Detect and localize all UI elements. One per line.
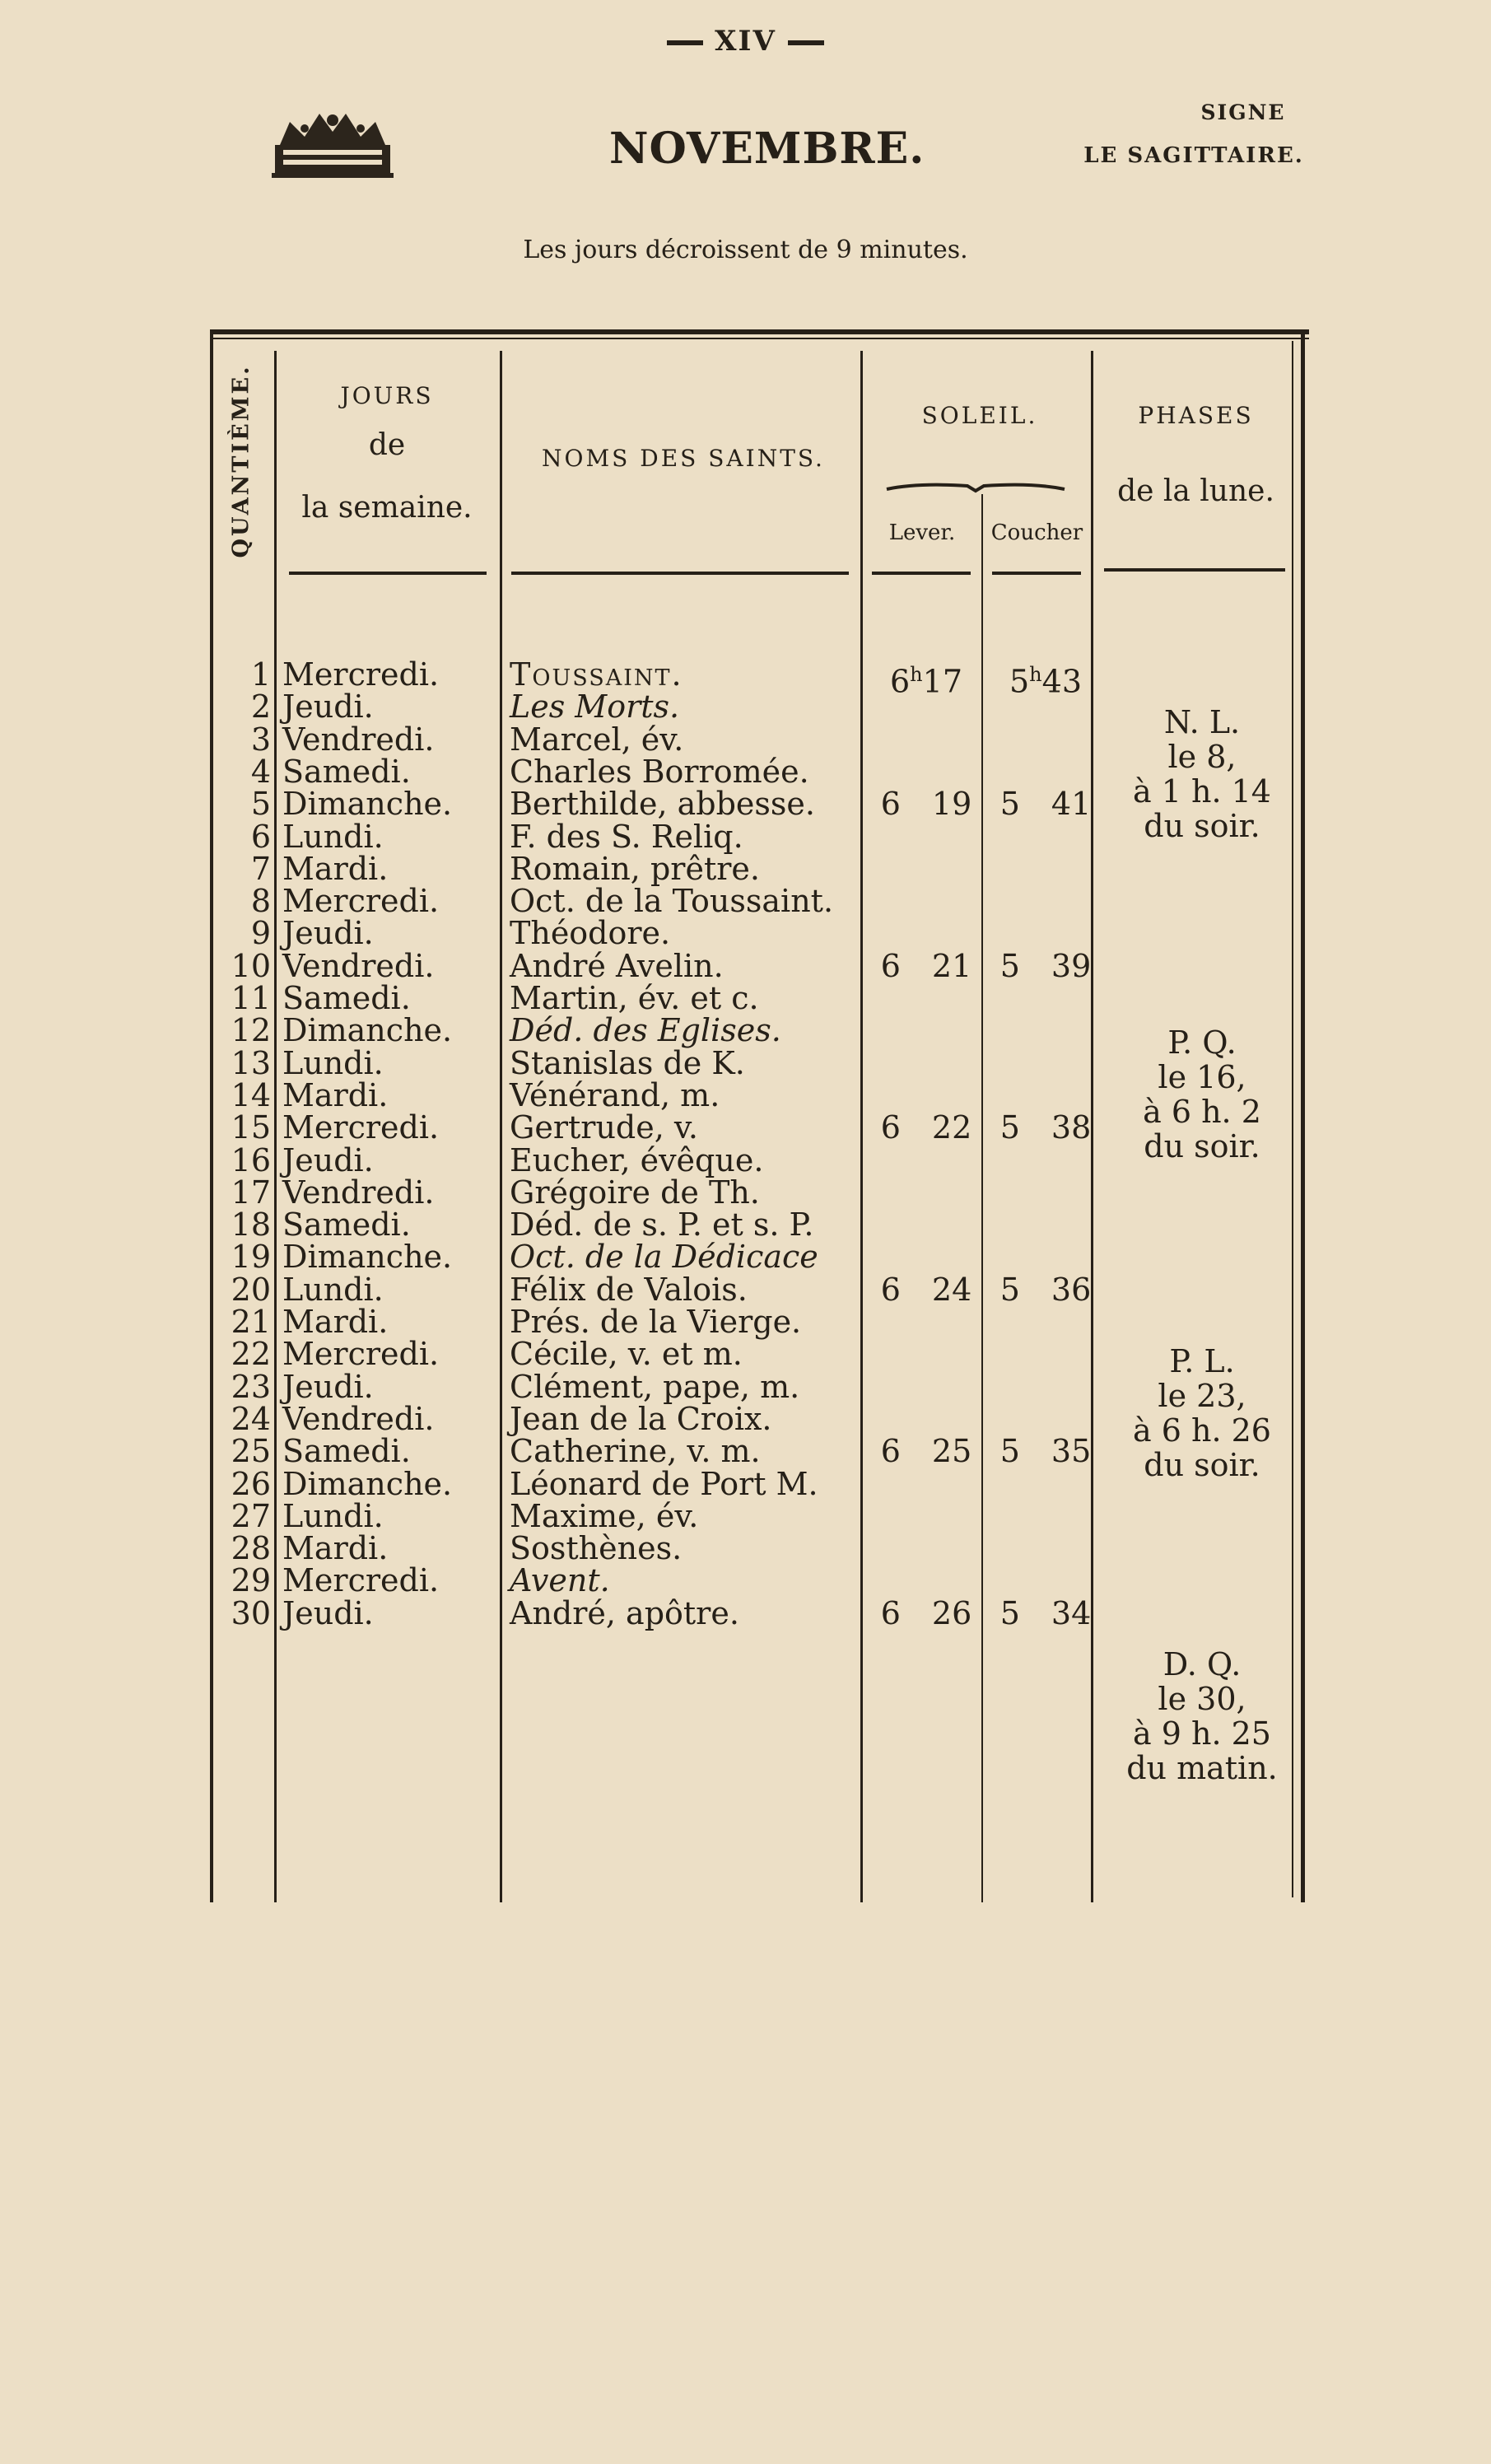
weekday: Vendredi. (282, 1174, 435, 1211)
weekday: Jeudi. (282, 1594, 374, 1631)
page-number-text: XIV (715, 25, 776, 58)
saint-name: Berthilde, abbesse. (510, 786, 815, 823)
moon-phase-period: du soir. (1144, 808, 1260, 844)
sunset-time: 5 36 (999, 1271, 1092, 1308)
weekday: Dimanche. (282, 1012, 453, 1049)
weekday: Dimanche. (282, 1465, 453, 1502)
table-row (210, 883, 1309, 920)
day-number: 29 (231, 1562, 271, 1599)
quantieme-header-text: QUANTIÈME. (228, 364, 254, 558)
sunset-time: 5 39 (999, 947, 1092, 984)
day-number: 16 (231, 1141, 271, 1178)
soleil-brace (885, 479, 1066, 496)
header-underline (992, 572, 1081, 575)
weekday: Mardi. (282, 1076, 389, 1113)
day-number: 8 (250, 883, 271, 920)
zodiac-sign-label: SIGNE (1200, 100, 1286, 124)
sunset-time: 5 35 (999, 1433, 1092, 1470)
table-row (210, 1206, 1309, 1244)
weekday: Dimanche. (282, 1239, 453, 1276)
saint-name: Marcel, év. (510, 721, 684, 758)
weekday: Mercredi. (282, 1336, 440, 1373)
day-number: 9 (250, 915, 271, 952)
sunset-time: 5 41 (999, 786, 1092, 823)
sunrise-time: 6 25 (880, 1433, 972, 1470)
weekday: Jeudi. (282, 1141, 374, 1178)
weekday: Lundi. (282, 1044, 384, 1081)
saint-name: Prés. de la Vierge. (510, 1304, 802, 1340)
table-row (210, 917, 1309, 950)
calendar-table (210, 329, 1309, 1911)
moon-phase-date: le 8, (1167, 739, 1237, 775)
table-row (210, 1239, 1309, 1276)
moon-phase-name: N. L. (1163, 704, 1241, 740)
moon-phase-date: le 30, (1158, 1681, 1246, 1717)
saint-name: Romain, prêtre. (510, 850, 760, 887)
weekday: Samedi. (282, 1206, 411, 1244)
day-number: 21 (231, 1304, 271, 1340)
day-number: 3 (250, 721, 271, 758)
day-number: 7 (250, 850, 271, 887)
moon-phase (1107, 1344, 1297, 1482)
day-number: 28 (231, 1530, 271, 1567)
weekday: Lundi. (282, 1497, 384, 1534)
saint-name: Avent. (510, 1562, 610, 1599)
sunset-time: 5 34 (999, 1594, 1092, 1631)
day-number: 15 (231, 1109, 271, 1146)
weekday: Jeudi. (282, 1368, 374, 1405)
header-underline (289, 572, 487, 575)
day-number: 24 (231, 1400, 271, 1437)
weekday: Jeudi. (282, 915, 374, 952)
weekday: Samedi. (282, 1433, 411, 1470)
quantieme-header (215, 354, 268, 568)
day-number: 11 (231, 980, 271, 1016)
table-row (210, 1562, 1309, 1599)
weekday: Jeudi. (282, 688, 374, 726)
saint-name: Stanislas de K. (510, 1044, 745, 1081)
saint-name: Théodore. (510, 915, 671, 952)
table-row (210, 1594, 1309, 1631)
sunrise-time: 6$^h$17 (889, 663, 962, 700)
header-underline (511, 572, 849, 575)
saint-name: Eucher, évêque. (510, 1141, 764, 1178)
month-title: NOVEMBRE. (609, 124, 925, 174)
header-underline (872, 572, 971, 575)
moon-phase-period: du soir. (1144, 1128, 1260, 1164)
moon-phase-time: à 9 h. 25 (1133, 1715, 1271, 1752)
moon-phase-time: à 6 h. 26 (1133, 1412, 1271, 1449)
saint-name: Oct. de la Dédicace (510, 1239, 818, 1276)
saint-name: Charles Borromée. (510, 753, 809, 790)
day-number: 14 (231, 1076, 271, 1113)
table-row (210, 850, 1309, 887)
header-underline (1104, 568, 1285, 572)
day-number: 27 (231, 1497, 271, 1534)
day-number: 19 (231, 1239, 271, 1276)
day-number: 30 (231, 1594, 271, 1631)
zodiac-sign-name: LE SAGITTAIRE. (1083, 143, 1304, 168)
day-number: 18 (231, 1206, 271, 1244)
crown-ornament-icon (272, 107, 394, 180)
saint-name: André Avelin. (510, 947, 724, 984)
day-number: 12 (231, 1012, 271, 1049)
saint-name: Cécile, v. et m. (510, 1336, 743, 1373)
day-number: 13 (231, 1044, 271, 1081)
weekday: Mercredi. (282, 883, 440, 920)
sunrise-time: 6 21 (880, 947, 972, 984)
saint-name: Félix de Valois. (510, 1271, 748, 1308)
saint-name: Clément, pape, m. (510, 1368, 800, 1405)
phases-header-line2: de la lune. (1117, 474, 1274, 508)
saint-name: Maxime, év. (510, 1497, 699, 1534)
weekday: Mercredi. (282, 656, 440, 693)
table-top-border (210, 338, 1309, 339)
jours-header-line1: JOURS (340, 382, 434, 409)
saint-name: André, apôtre. (510, 1594, 739, 1631)
moon-phase-name: D. Q. (1163, 1646, 1242, 1682)
moon-phase-date: le 16, (1158, 1059, 1246, 1095)
table-row (210, 947, 1309, 984)
table-row (210, 1174, 1309, 1211)
day-number: 5 (250, 786, 271, 823)
day-number: 23 (231, 1368, 271, 1405)
saint-name: Jean de la Croix. (510, 1400, 772, 1437)
sunrise-time: 6 24 (880, 1271, 972, 1308)
day-number: 2 (250, 688, 271, 726)
weekday: Mardi. (282, 850, 389, 887)
day-number: 22 (231, 1336, 271, 1373)
jours-header-line3: la semaine. (301, 491, 473, 525)
sunset-time: 5$^h$43 (1009, 663, 1082, 700)
moon-phase-name: P. Q. (1167, 1024, 1237, 1061)
weekday: Vendredi. (282, 721, 435, 758)
weekday: Lundi. (282, 1271, 384, 1308)
weekday: Mercredi. (282, 1562, 440, 1599)
moon-phase-time: à 1 h. 14 (1133, 773, 1271, 810)
moon-phase-date: le 23, (1158, 1378, 1246, 1414)
table-top-border (210, 329, 1309, 334)
table-row (210, 1306, 1309, 1338)
coucher-header: Coucher (990, 520, 1083, 545)
weekday: Mardi. (282, 1304, 389, 1340)
page-number (0, 25, 1491, 58)
subtitle: Les jours décroissent de 9 minutes. (523, 236, 968, 264)
saint-name: Martin, év. et c. (510, 980, 759, 1016)
saint-name: Oct. de la Toussaint. (510, 883, 834, 920)
moon-phase (1107, 1025, 1297, 1164)
day-number: 17 (231, 1174, 271, 1211)
weekday: Vendredi. (282, 1400, 435, 1437)
sunrise-time: 6 22 (880, 1109, 972, 1146)
saint-name: Déd. des Eglises. (510, 1012, 781, 1049)
weekday: Lundi. (282, 818, 384, 855)
saint-name: Gertrude, v. (510, 1109, 698, 1146)
sunset-time: 5 38 (999, 1109, 1092, 1146)
moon-phase (1107, 705, 1297, 843)
weekday: Mercredi. (282, 1109, 440, 1146)
day-number: 25 (231, 1433, 271, 1470)
table-row (210, 1530, 1309, 1567)
table-row (210, 1497, 1309, 1534)
saint-name: Déd. de s. P. et s. P. (510, 1206, 814, 1244)
weekday: Mardi. (282, 1530, 389, 1567)
decorative-dash (667, 40, 703, 45)
jours-header-line2: de (368, 428, 406, 462)
weekday: Samedi. (282, 753, 411, 790)
lever-header: Lever. (888, 520, 956, 545)
sunrise-time: 6 26 (880, 1594, 972, 1631)
decorative-dash (788, 40, 824, 45)
soleil-header: SOLEIL. (921, 402, 1038, 429)
saint-name: Grégoire de Th. (510, 1174, 760, 1211)
day-number: 20 (231, 1271, 271, 1308)
saint-name: Catherine, v. m. (510, 1433, 761, 1470)
table-row (210, 982, 1309, 1015)
moon-phase-period: du matin. (1126, 1750, 1278, 1786)
saint-name: Sosthènes. (510, 1530, 683, 1567)
moon-phase-name: P. L. (1169, 1343, 1235, 1379)
saint-name: Léonard de Port M. (510, 1465, 818, 1502)
saint-name: Toussaint. (510, 656, 683, 693)
saints-header: NOMS DES SAINTS. (542, 445, 825, 472)
weekday: Samedi. (282, 980, 411, 1016)
saint-name: Vénérand, m. (510, 1076, 720, 1113)
day-number: 10 (231, 947, 271, 984)
weekday: Vendredi. (282, 947, 435, 984)
sunrise-time: 6 19 (880, 786, 972, 823)
table-row (210, 656, 1309, 700)
table-row (210, 1271, 1309, 1308)
moon-phase-period: du soir. (1144, 1447, 1260, 1483)
moon-phase (1107, 1647, 1297, 1785)
day-number: 1 (250, 656, 271, 693)
day-number: 6 (250, 818, 271, 855)
saint-name: Les Morts. (510, 688, 680, 726)
day-number: 26 (231, 1465, 271, 1502)
saint-name: F. des S. Reliq. (510, 818, 743, 855)
moon-phase-time: à 6 h. 2 (1143, 1094, 1261, 1130)
day-number: 4 (250, 753, 271, 790)
weekday: Dimanche. (282, 786, 453, 823)
phases-header-line1: PHASES (1138, 402, 1254, 429)
